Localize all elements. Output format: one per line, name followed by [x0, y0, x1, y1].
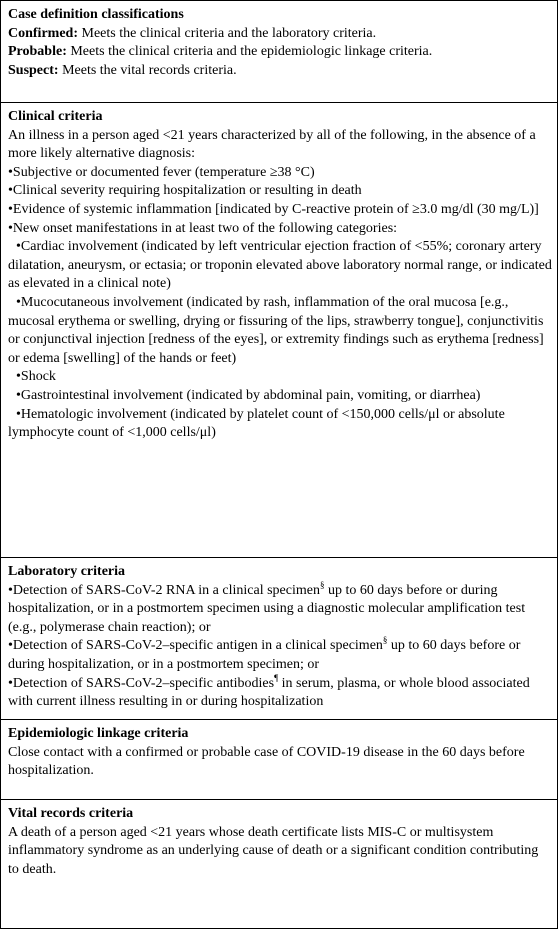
probable-text: Meets the clinical criteria and the epidemiologic linkage criteria.	[66, 44, 433, 60]
vital-records-text: A death of a person aged <21 years whose death certificate lists MIS-C or multisystem inflammatory syndrome as an underlying cause of death or a significant condition contributing to death.	[8, 824, 539, 877]
clinical-subitem-hematologic: •Hematologic involvement (indicated by platelet count of <150,000 cells/μl or absolute lymphocyte count of <1,000 cells/μl)	[8, 406, 505, 441]
vital-records-heading: Vital records criteria	[8, 806, 134, 821]
clinical-criteria-section	[1, 102, 557, 557]
laboratory-item-antibodies-text: •Detection of SARS-CoV-2–specific antibodies	[8, 675, 275, 691]
clinical-item-inflammation: •Evidence of systemic inflammation [indicated by C-reactive protein of ≥3.0 mg/dl (30 mg/L)]	[8, 201, 539, 217]
section-footnote-mark: §	[382, 635, 388, 646]
laboratory-item-antigen-text-cont: up to 60 days before or during hospitalization, or in a postmortem specimen; or	[8, 638, 521, 672]
clinical-subitem-cardiac: •Cardiac involvement (indicated by left ventricular ejection fraction of <55%; coronary artery dilatation, aneurysm, or ectasia; or troponin elevated above laboratory normal range, or indicated as elevated in a clinical note)	[8, 239, 552, 292]
laboratory-item-antigen-text: •Detection of SARS-CoV-2–specific antigen in a clinical specimen	[8, 638, 383, 654]
laboratory-item-antigen	[8, 637, 552, 674]
laboratory-item-rna	[8, 579, 552, 638]
pilcrow-footnote-mark: ¶	[274, 672, 279, 683]
clinical-heading: Clinical criteria	[8, 109, 103, 124]
epidemiologic-text: Close contact with a confirmed or probable case of COVID-19 disease in the 60 days before hospitalization.	[8, 744, 525, 779]
confirmed-term: Confirmed:	[8, 25, 78, 41]
laboratory-item-antibodies	[8, 672, 552, 712]
laboratory-item-rna-text: •Detection of SARS-CoV-2 RNA in a clinical specimen	[8, 582, 320, 598]
suspect-term: Suspect:	[8, 62, 59, 78]
epidemiologic-criteria-section	[1, 719, 557, 799]
section-footnote-mark: §	[319, 579, 325, 590]
clinical-item-manifestations: •New onset manifestations in at least two of the following categories:	[8, 220, 398, 236]
laboratory-item-antibodies-text-cont: in serum, plasma, or whole blood associated with current illness resulting in or during hospitalization	[8, 675, 530, 710]
case-definition-section	[1, 1, 557, 102]
suspect-row	[8, 62, 552, 81]
probable-term: Probable:	[8, 44, 67, 60]
clinical-item-severity: •Clinical severity requiring hospitalization or resulting in death	[8, 183, 362, 199]
case-definition-heading: Case definition classifications	[8, 7, 184, 22]
suspect-text: Meets the vital records criteria.	[58, 62, 237, 78]
laboratory-item-rna-text-cont: up to 60 days before or during hospitalization, or in a postmortem specimen using a diagnostic molecular amplification test (e.g., polymerase chain reaction); or	[8, 582, 526, 635]
probable-row	[8, 43, 552, 62]
clinical-subitem-mucocutaneous: •Mucocutaneous involvement (indicated by rash, inflammation of the oral mucosa [e.g., mucosal erythema or swelling, drying or fissuring of the lips, strawberry tongue], conjunctivitis or conjunctival injection [redness of the eyes], or extremity findings such as erythema [redness] or edema [swelling] of the hands or feet)	[8, 294, 544, 366]
vital-records-criteria-section	[1, 799, 557, 930]
clinical-intro: An illness in a person aged <21 years characterized by all of the following, in the absence of a more likely alternative diagnosis:	[8, 127, 536, 162]
clinical-subitem-shock: •Shock	[16, 369, 56, 385]
clinical-subitem-gastrointestinal: •Gastrointestinal involvement (indicated by abdominal pain, vomiting, or diarrhea)	[16, 387, 481, 403]
clinical-item-fever: •Subjective or documented fever (temperature ≥38 °C)	[8, 164, 315, 180]
confirmed-row	[8, 25, 552, 44]
epidemiologic-heading: Epidemiologic linkage criteria	[8, 726, 189, 741]
laboratory-heading: Laboratory criteria	[8, 564, 126, 579]
confirmed-text: Meets the clinical criteria and the laboratory criteria.	[78, 25, 377, 41]
laboratory-criteria-section	[1, 557, 557, 719]
